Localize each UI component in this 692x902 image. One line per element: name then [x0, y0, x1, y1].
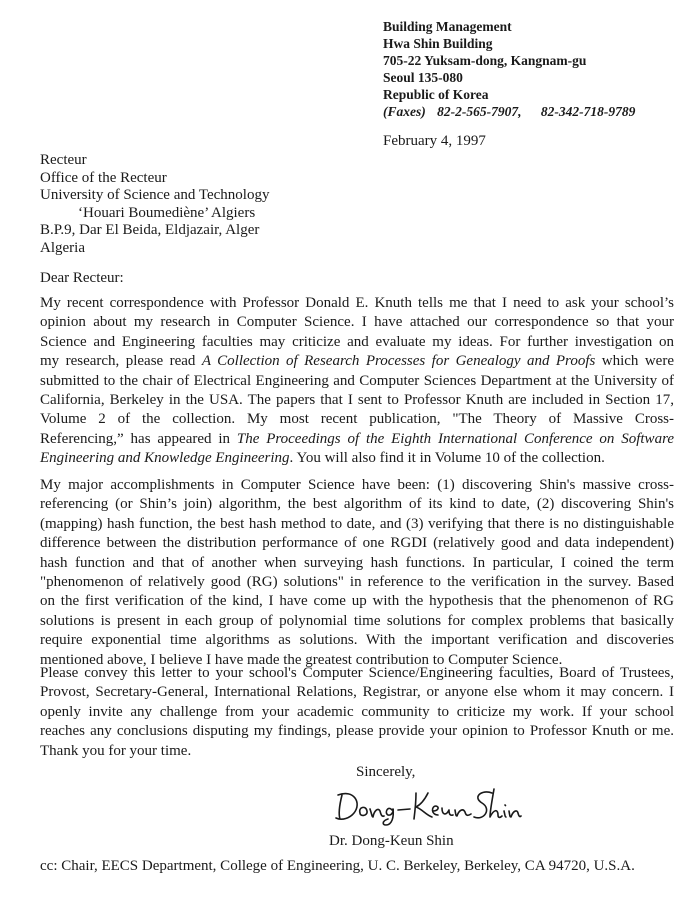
body-paragraph-3 [40, 664, 674, 761]
sender-line: Hwa Shin Building [383, 36, 493, 51]
recipient-line: B.P.9, Dar El Beida, Eldjazair, Alger [40, 222, 260, 239]
text-run: which were [595, 353, 674, 370]
body-paragraph-2 [40, 476, 674, 670]
paragraph-line: Provost, Secretary-General, International Relations, Registrar, or anyone else whom it may concern. I [40, 684, 674, 701]
paragraph-line: Please convey this letter to your school's Computer Science/Engineering faculties, Board of Trustees, [40, 665, 674, 681]
cc-line: cc: Chair, EECS Department, College of Engineering, U. C. Berkeley, Berkeley, CA 94720, U.S.A. [40, 858, 635, 874]
paragraph-line: referencing (or Shin’s join) algorithm, the best algorithm of its kind to date, (2) discovering Shin's [40, 496, 674, 513]
sender-line: Building Management [383, 19, 512, 34]
paragraph-line: California, Berkeley in the USA. The papers that I sent to Professor Knuth are included in Section 17, [40, 392, 674, 409]
paragraph-line: reaches any conclusions disputing my findings, please provide your opinion to Professor Knuth or me. [40, 723, 674, 740]
paragraph-line: Volume 2 of the collection. My most recent publication, "The Theory of Massive Cross- [40, 411, 674, 428]
paragraph-line: My recent correspondence with Professor Donald E. Knuth tells me that I need to ask your school’s [40, 295, 674, 311]
paragraph-line: submitted to the chair of Electrical Engineering and Computer Sciences Department at the University of [40, 372, 674, 389]
paragraph-line: solutions is present in each group of polynomial time solutions for complex problems that basically [40, 612, 674, 629]
letter-date: February 4, 1997 [383, 133, 486, 149]
handwritten-signature [332, 783, 522, 828]
recipient-line: ‘Houari Boumediène’ Algiers [78, 204, 256, 221]
book-title: A Collection of Research Processes for Genealogy and Proofs [201, 353, 596, 370]
sender-address [383, 18, 635, 120]
paragraph-line: "phenomenon of relatively good (RG) solutions" in reference to the verification in the survey. Based [40, 574, 674, 591]
paragraph-line: mentioned above, I believe I have made the greatest contribution to Computer Science. [40, 651, 563, 668]
paragraph-line: Science and Engineering faculties may criticize and evaluate my ideas. For further investigation on [40, 333, 674, 350]
salutation: Dear Recteur: [40, 270, 124, 286]
paragraph-line: (mapping) hash function, the best hash method to date, and (3) verifying that there is no distinguishable [40, 515, 674, 532]
text-run: Referencing,” has appeared in [40, 430, 237, 447]
paragraph-line: difference between the distribution performance of one RGDI (relatively good and data independent) [40, 535, 674, 552]
recipient-line: Office of the Recteur [40, 169, 167, 186]
paragraph-line [40, 449, 674, 468]
sender-line: Republic of Korea [383, 87, 489, 102]
fax-label: (Faxes) [383, 104, 426, 119]
paragraph-line: openly invite any challenge from your academic community to criticize my work. If your school [40, 703, 674, 720]
paragraph-line: require exponential time algorithms as solutions. With the important verification and discoveries [40, 632, 674, 649]
fax-number: 82-2-565-7907, [437, 104, 522, 119]
body-paragraph-1 [40, 294, 674, 469]
proceedings-title: The Proceedings of the Eighth International Conference on Software [236, 430, 675, 447]
recipient-address [40, 152, 269, 258]
fax-number: 82-342-718-9789 [540, 104, 636, 119]
recipient-line: University of Science and Technology [40, 187, 270, 204]
proceedings-title: Engineering and Knowledge Engineering [40, 450, 290, 467]
sender-line: Seoul 135-080 [383, 70, 463, 85]
recipient-line: Algeria [40, 239, 85, 256]
sender-fax-line [383, 103, 635, 120]
text-run: . You will also find it in Volume 10 of the collection. [289, 450, 605, 467]
paragraph-line [40, 352, 674, 371]
signer-name: Dr. Dong-Keun Shin [329, 833, 454, 849]
sender-line: 705-22 Yuksam-dong, Kangnam-gu [383, 53, 587, 68]
paragraph-line: My major accomplishments in Computer Science have been: (1) discovering Shin's massive cross- [40, 477, 674, 493]
paragraph-line: opinion about my research in Computer Science. I have attached our correspondence so that your [40, 314, 674, 331]
recipient-line: Recteur [40, 152, 87, 168]
paragraph-line: on the first verification of the kind, I have come up with the hypothesis that the phenomenon of RG [40, 593, 674, 610]
paragraph-line [40, 430, 674, 449]
closing: Sincerely, [356, 764, 416, 780]
text-run: my research, please read [40, 353, 202, 370]
paragraph-line: hash function and that of another when surveying hash functions. In particular, I coined the term [40, 554, 674, 571]
paragraph-line: Thank you for your time. [40, 742, 192, 759]
